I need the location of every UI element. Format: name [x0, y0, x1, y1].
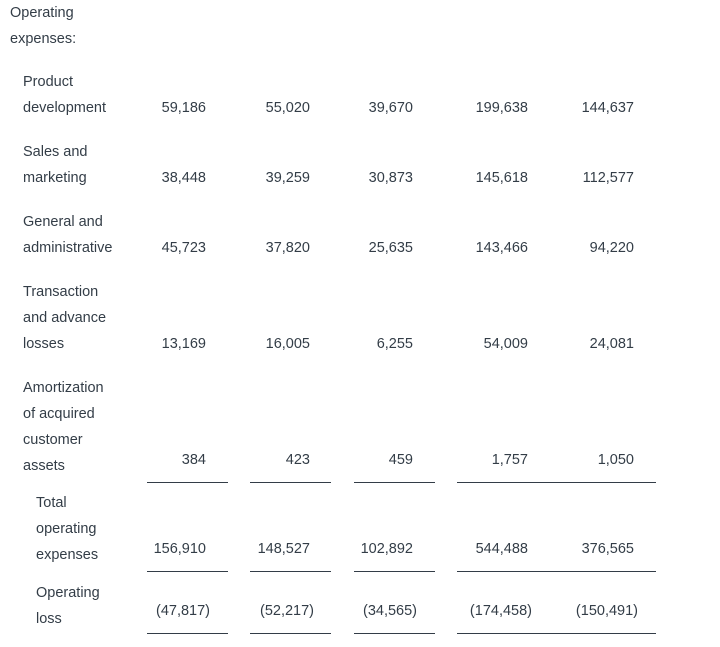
row-label-line: Total: [36, 495, 67, 511]
row-label-line: marketing: [23, 170, 87, 186]
row-label-line: expenses: [36, 547, 99, 563]
loss-rule: [354, 633, 435, 634]
table-cell: 45,723: [161, 240, 206, 256]
table-cell: 544,488: [475, 541, 528, 557]
row-label-line: loss: [36, 611, 62, 627]
row-label-line: of acquired: [23, 406, 95, 422]
table-cell: 30,873: [368, 170, 413, 186]
subtotal-rule: [250, 482, 331, 483]
table-cell: 1,050: [597, 452, 634, 468]
table-cell: 376,565: [581, 541, 634, 557]
table-cell: 13,169: [161, 336, 206, 352]
row-label-line: administrative: [23, 240, 113, 256]
row-label-line: Transaction: [23, 284, 99, 300]
table-cell: 25,635: [368, 240, 413, 256]
table-cell: 1,757: [491, 452, 528, 468]
table-cell: 145,618: [475, 170, 528, 186]
section-header-line1: Operating: [10, 5, 74, 21]
total-rule: [354, 571, 435, 572]
table-cell: 459: [388, 452, 413, 468]
table-cell: 144,637: [581, 100, 634, 116]
table-cell: 384: [181, 452, 206, 468]
subtotal-rule: [354, 482, 435, 483]
total-rule: [147, 571, 228, 572]
row-label-line: customer: [23, 432, 83, 448]
table-cell: 16,005: [265, 336, 310, 352]
table-cell: 54,009: [483, 336, 528, 352]
row-label-line: and advance: [23, 310, 107, 326]
table-cell: 423: [285, 452, 310, 468]
row-label-line: losses: [23, 336, 65, 352]
row-label-line: Operating: [36, 585, 100, 601]
loss-rule: [147, 633, 228, 634]
row-label-line: Sales and: [23, 144, 88, 160]
row-label-line: assets: [23, 458, 65, 474]
table-cell: 102,892: [360, 541, 413, 557]
table-cell: 94,220: [589, 240, 634, 256]
row-label-line: operating: [36, 521, 97, 537]
table-cell: 156,910: [153, 541, 206, 557]
table-cell: 55,020: [265, 100, 310, 116]
table-cell: 37,820: [265, 240, 310, 256]
table-cell: (150,491): [575, 603, 638, 619]
row-label-line: development: [23, 100, 107, 116]
section-header-line2: expenses:: [10, 31, 77, 47]
table-cell: 38,448: [161, 170, 206, 186]
total-rule: [250, 571, 331, 572]
row-label-line: Product: [23, 74, 73, 90]
table-cell: 143,466: [475, 240, 528, 256]
subtotal-rule: [457, 482, 656, 483]
row-label-line: General and: [23, 214, 103, 230]
table-cell: 199,638: [475, 100, 528, 116]
subtotal-rule: [147, 482, 228, 483]
table-cell: 39,670: [368, 100, 413, 116]
loss-rule: [250, 633, 331, 634]
table-cell: 59,186: [161, 100, 206, 116]
table-cell: (47,817): [155, 603, 210, 619]
table-cell: (174,458): [469, 603, 532, 619]
total-rule: [457, 571, 656, 572]
table-cell: 24,081: [589, 336, 634, 352]
table-cell: 6,255: [376, 336, 413, 352]
table-cell: 148,527: [257, 541, 310, 557]
table-cell: 39,259: [265, 170, 310, 186]
table-cell: (34,565): [362, 603, 417, 619]
table-cell: 112,577: [582, 170, 634, 186]
loss-rule: [457, 633, 656, 634]
table-cell: (52,217): [259, 603, 314, 619]
row-label-line: Amortization: [23, 380, 104, 396]
